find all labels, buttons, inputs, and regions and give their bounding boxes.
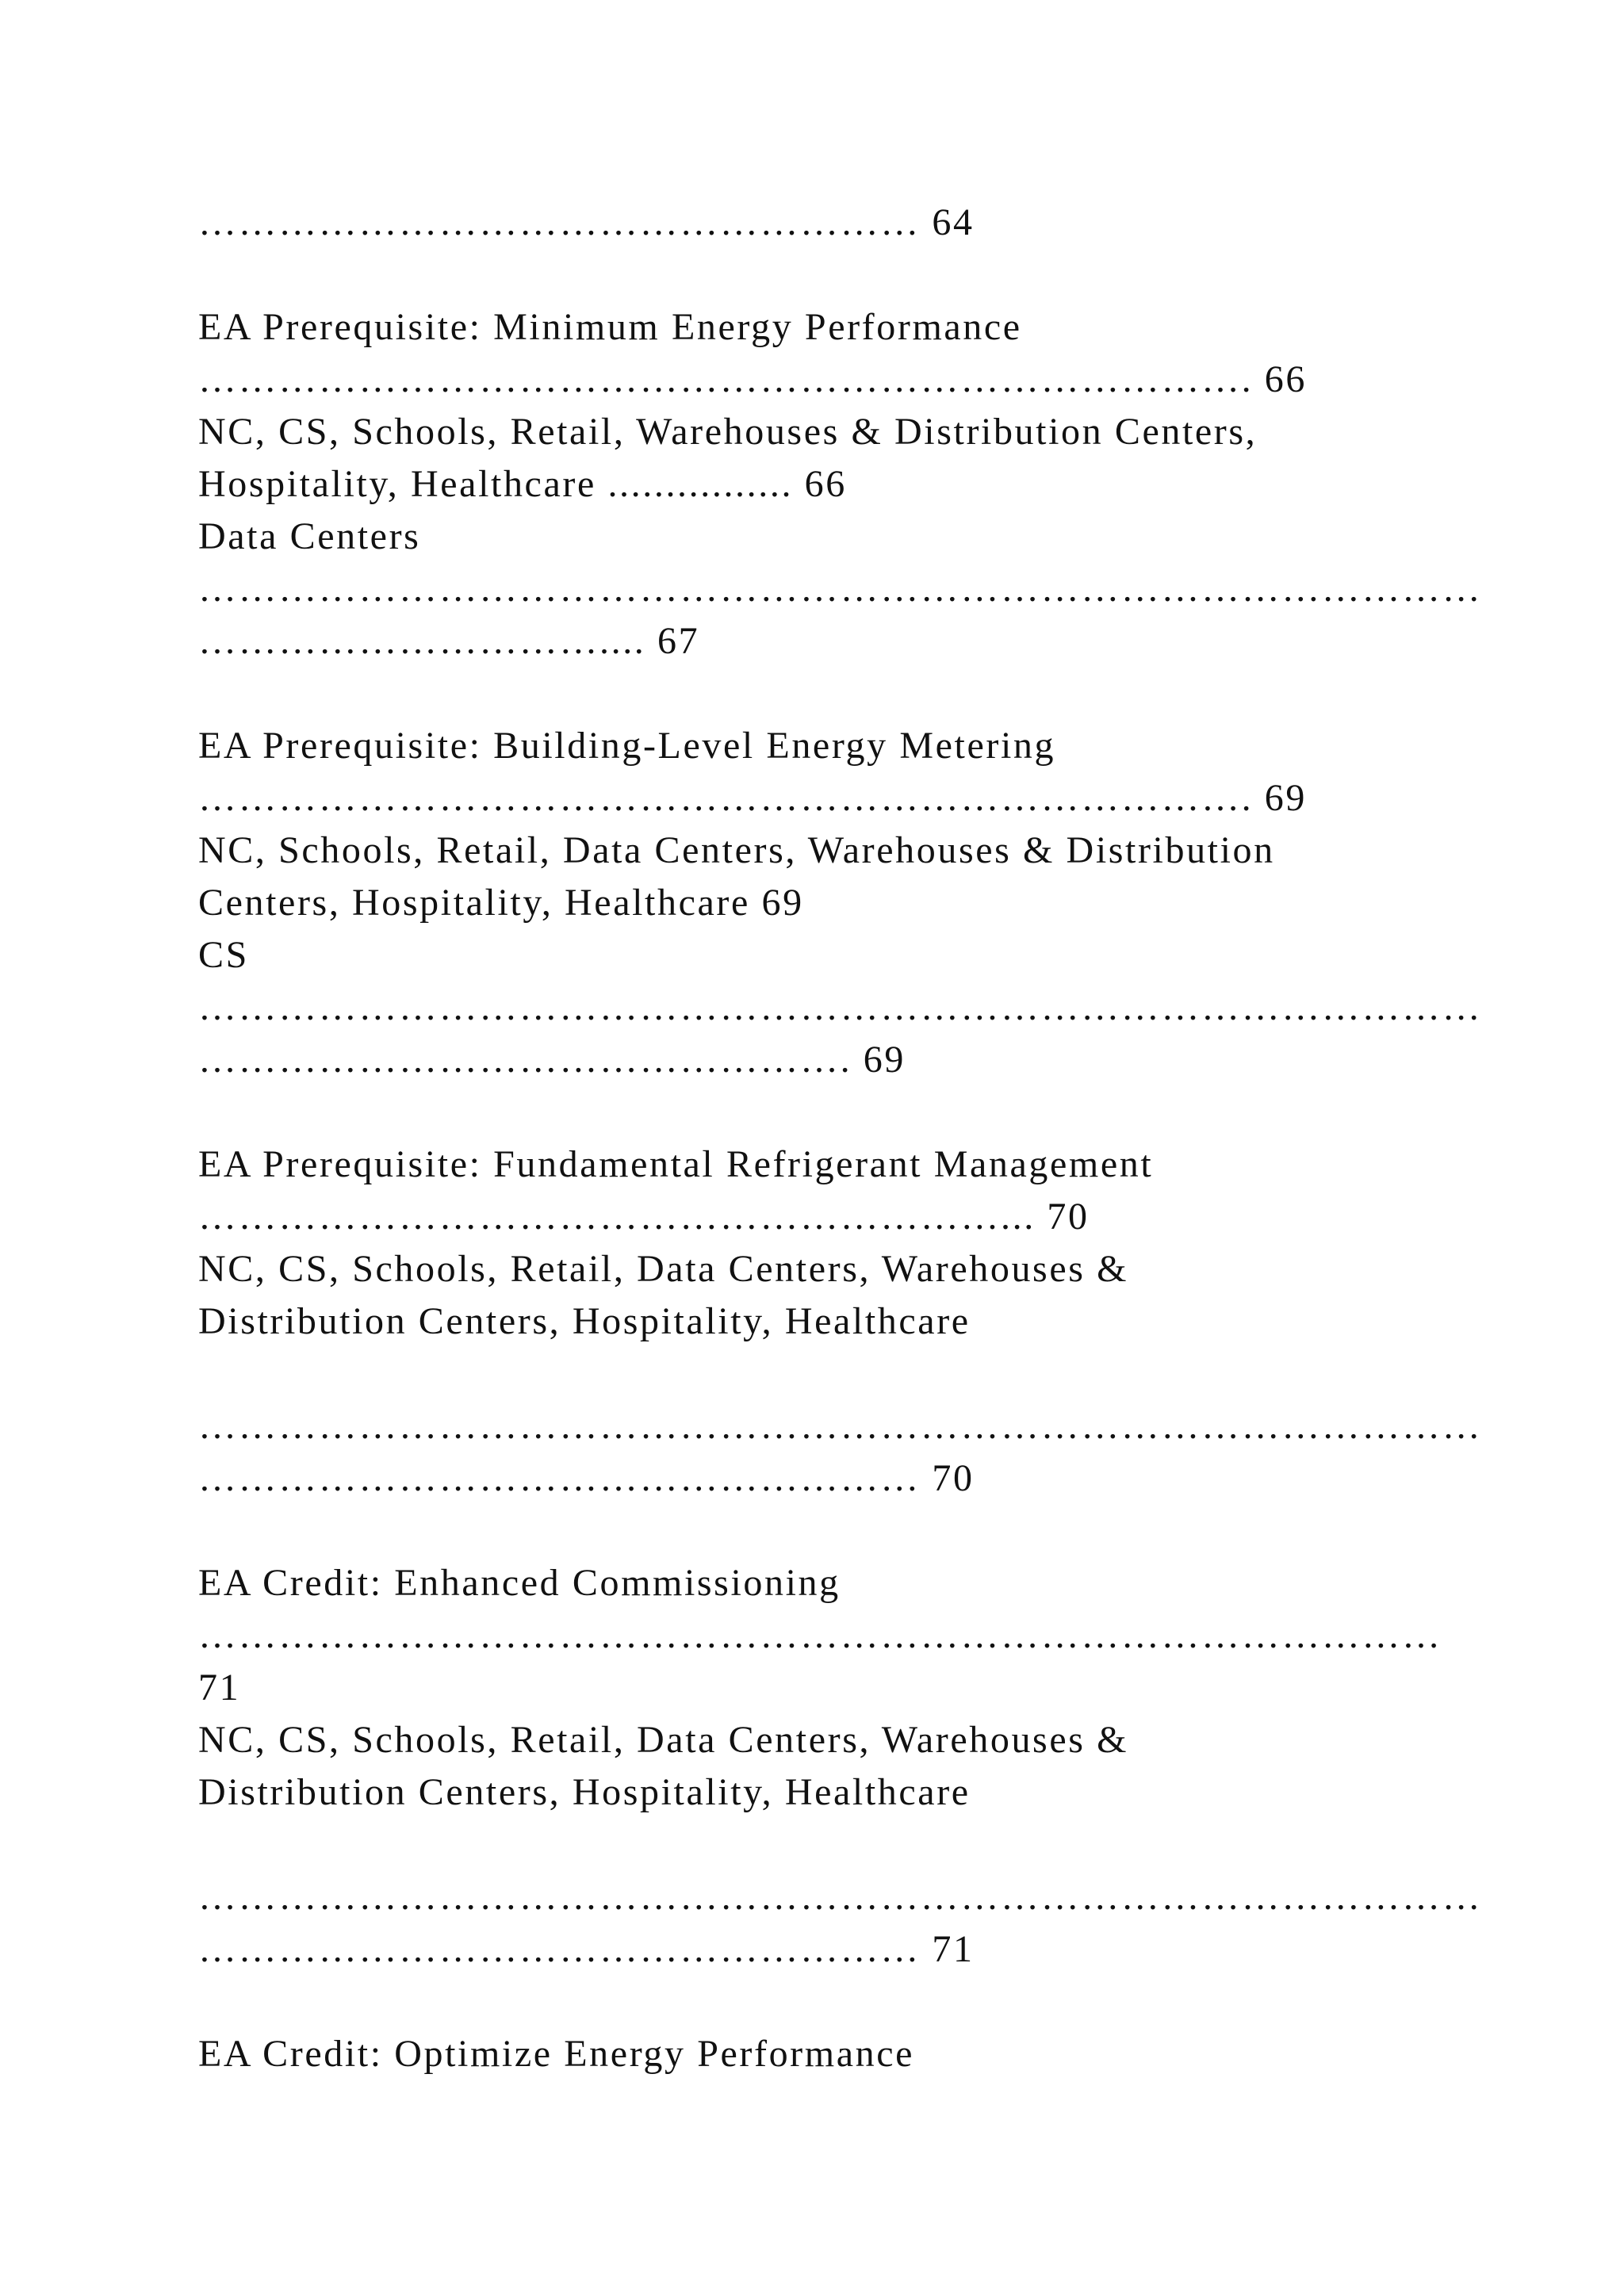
toc-line: NC, CS, Schools, Retail, Warehouses & Distribution Centers, [198, 411, 1258, 453]
toc-line: ……………………………………………… 71 [198, 1928, 975, 1970]
toc-entry-heading: EA Credit: Optimize Energy Performance [198, 2033, 915, 2075]
toc-entry-heading: EA Prerequisite: Fundamental Refrigerant Management [198, 1143, 1154, 1185]
toc-line: Hospitality, Healthcare ................ 66 [198, 463, 847, 505]
toc-line: Data Centers [198, 515, 421, 557]
toc-line: Distribution Centers, Hospitality, Healthcare [198, 1771, 971, 1813]
toc-line: ……………………………………………… 70 [198, 1457, 975, 1499]
toc-line: ………………………….... 67 [198, 620, 700, 662]
toc-line: ……………………………………………… 64 [198, 201, 975, 243]
toc-line: NC, CS, Schools, Retail, Data Centers, Warehouses & [198, 1248, 1129, 1290]
toc-line: ………………………………………………………………………………… [198, 1614, 1442, 1656]
toc-entry-heading: EA Prerequisite: Minimum Energy Performance [198, 306, 1022, 348]
toc-entry-heading: EA Credit: Enhanced Commissioning [198, 1562, 841, 1604]
toc-line: …………………………………………………………………………………… [198, 1405, 1483, 1447]
toc-line: Centers, Hospitality, Healthcare 69 [198, 882, 804, 924]
toc-line: …………………………………………………………………………………… [198, 986, 1483, 1028]
toc-line: …………………………………………………………………………………… [198, 568, 1483, 610]
toc-line: NC, Schools, Retail, Data Centers, Warehouses & Distribution [198, 829, 1275, 871]
toc-entry-heading: EA Prerequisite: Building-Level Energy Metering [198, 725, 1056, 767]
toc-line: NC, CS, Schools, Retail, Data Centers, Warehouses & [198, 1719, 1129, 1761]
toc-line: Distribution Centers, Hospitality, Healthcare [198, 1300, 971, 1342]
toc-line: …………………………………………. 69 [198, 1039, 906, 1081]
toc-line: …………………………………………………………………………………… [198, 1876, 1483, 1918]
toc-line: CS [198, 934, 249, 976]
toc-line: ……………………………………………………………………. 66 [198, 358, 1307, 400]
toc-line: ……………………………………………………... 70 [198, 1196, 1090, 1238]
toc-line: 71 [198, 1667, 241, 1709]
toc-line: ……………………………………………………………………. 69 [198, 777, 1307, 819]
